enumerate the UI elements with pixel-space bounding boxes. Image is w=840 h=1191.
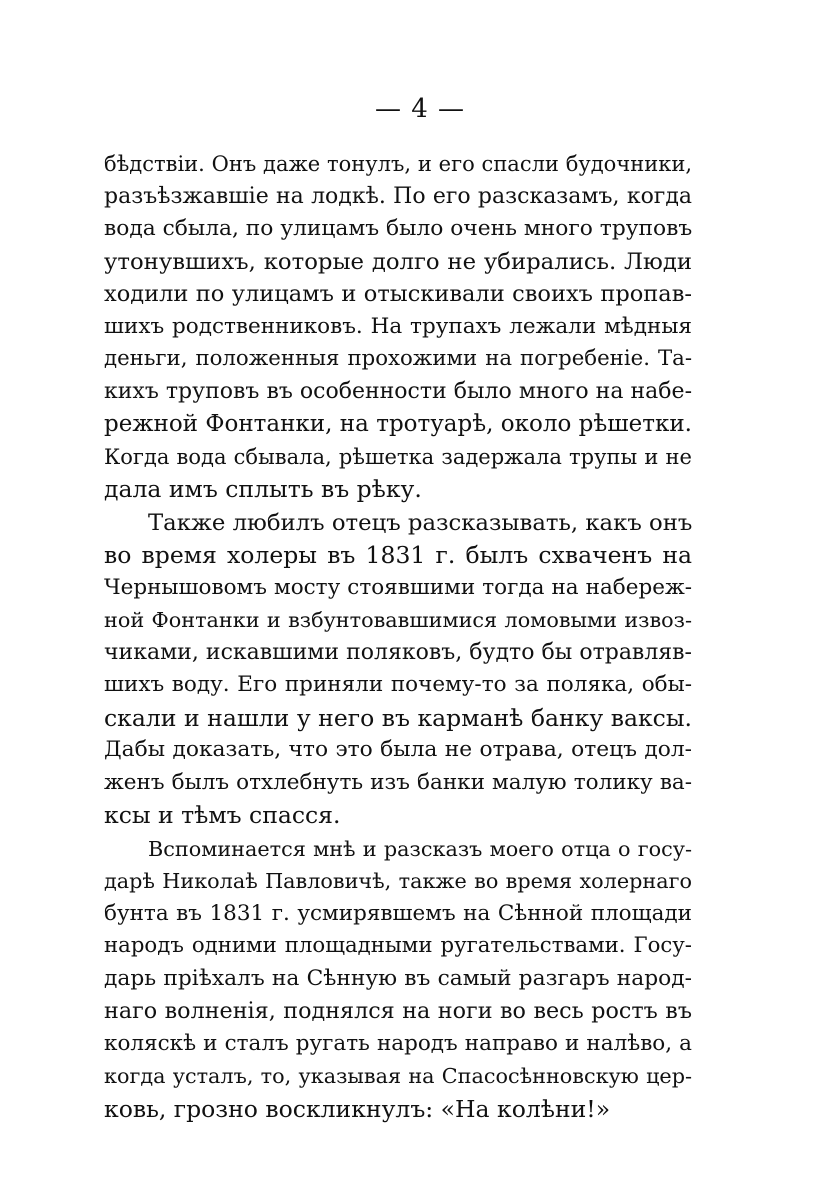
text-line: скали и нашли у него въ карманѣ банку ваксы. bbox=[104, 703, 692, 732]
text-line: чиками, искавшими поляковъ, будто бы отравляв- bbox=[104, 639, 692, 665]
text-line: вода сбыла, по улицамъ было очень много труповъ bbox=[104, 216, 693, 241]
text-line: дарѣ Николаѣ Павловичѣ, также во время холернаго bbox=[104, 869, 692, 893]
text-line: ходили по улицамъ и отыскивали своихъ пропав- bbox=[104, 281, 692, 307]
text-line: ной Фонтанки и взбунтовавшимися ломовыми извоз- bbox=[104, 608, 692, 632]
text-line: Также любилъ отецъ разсказывать, какъ онъ bbox=[148, 509, 693, 536]
text-line: ковь, грозно воскликнулъ: «На колѣни!» bbox=[104, 1094, 611, 1123]
paragraph-3 bbox=[104, 833, 692, 1126]
text-line: утонувшихъ, которые долго не убирались. Люди bbox=[104, 248, 692, 275]
text-line: ксы и тѣмъ спасся. bbox=[104, 801, 341, 829]
body-text bbox=[104, 148, 692, 1125]
text-line: Вспоминается мнѣ и разсказъ моего отца о госу- bbox=[148, 836, 692, 861]
text-line: коляскѣ и сталъ ругать народъ направо и налѣво, а bbox=[104, 1030, 692, 1056]
text-line: деньги, положенныя прохожими на погребеніе. Та- bbox=[104, 346, 692, 371]
text-line: шихъ воду. Его приняли почему-то за поляка, обы- bbox=[104, 672, 692, 697]
text-line: наго волненія, поднялся на ноги во весь ростъ въ bbox=[104, 998, 692, 1024]
paragraph-2 bbox=[104, 507, 692, 832]
page-number: — 4 — bbox=[374, 94, 466, 124]
text-line: дарь пріѣхалъ на Сѣнную въ самый разгаръ народ- bbox=[104, 965, 692, 991]
text-line: во время холеры въ 1831 г. былъ схваченъ на bbox=[104, 541, 692, 569]
text-line: режной Фонтанки, на тротуарѣ, около рѣшетки. bbox=[104, 411, 692, 437]
text-line: Дабы доказать, что это была не отрава, отецъ дол- bbox=[104, 737, 692, 762]
text-line: дала имъ сплыть въ рѣку. bbox=[104, 475, 422, 503]
text-line: бунта въ 1831 г. усмирявшемъ на Сѣнной площади bbox=[104, 900, 692, 926]
text-line: Когда вода сбывала, рѣшетка задержала трупы и не bbox=[104, 444, 692, 469]
paragraph-1 bbox=[104, 148, 692, 506]
text-line: разъѣзжавшіе на лодкѣ. По его разсказамъ, когда bbox=[104, 183, 692, 209]
text-line: женъ былъ отхлебнуть изъ банки малую толику ва- bbox=[104, 769, 692, 795]
text-line: шихъ родственниковъ. На трупахъ лежали мѣдныя bbox=[104, 313, 692, 339]
text-line: народъ одними площадными ругательствами. Госу- bbox=[104, 933, 692, 958]
text-line: кихъ труповъ въ особенности было много на набе- bbox=[104, 378, 692, 404]
text-line: бѣдствіи. Онъ даже тонулъ, и его спасли будочники, bbox=[104, 152, 692, 176]
text-line: Чернышовомъ мосту стоявшими тогда на набереж- bbox=[104, 574, 692, 600]
text-line: когда усталъ, то, указывая на Спасосѣнновскую цер- bbox=[104, 1064, 692, 1088]
